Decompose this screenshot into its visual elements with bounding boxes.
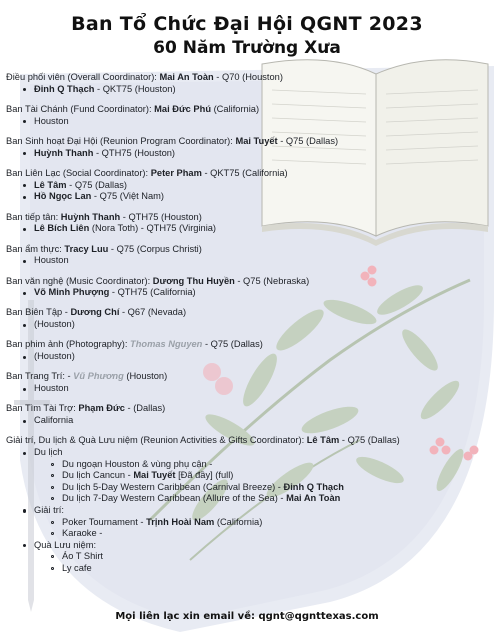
list-item [6,287,490,299]
item-text: Du lịch 7-Day Western Caribbean (Allure of the Sea) - [62,493,287,504]
coordinator-name: Mai Đức Phú [154,103,211,114]
committee-list [6,72,490,583]
coordinator-detail: - Q75 (Corpus Christi) [108,243,202,254]
section-label: Giải trí, Du lịch & Quà Lưu niệm (Reunion Activities & Gifts Coordinator): [6,435,307,446]
list-item: Du ngoạn Houston & vùng phụ cận - [6,459,490,471]
section-label: Điều phối viên (Overall Coordinator): [6,72,160,82]
coordinator-name: Thomas Nguyen [130,339,203,350]
list-item: Áo T Shirt [6,551,490,563]
member-name: Lê Bích Liên [34,223,90,234]
group-entertainment: Giải trí: [6,505,490,517]
item-text: Poker Tournament - [62,516,147,527]
member-detail: (Nora Toth) - QTH75 (Virginia) [89,223,217,234]
member-name: Võ Minh Phượng [34,287,110,298]
list-item [6,482,490,494]
section-music [6,276,490,299]
section-label: Ban Tìm Tài Trợ: [6,403,79,414]
section-decoration [6,371,490,394]
coordinator-name: Dương Chí [70,307,120,318]
list-item: Houston [6,255,490,267]
coordinator-name: Peter Pham [150,167,202,178]
section-activities-gifts [6,435,490,574]
coordinator-detail: - Q70 (Houston) [213,72,283,82]
member-name: Hồ Ngọc Lan [34,191,92,202]
section-label: Ban văn nghệ (Music Coordinator): [6,275,153,286]
member-detail: - QKT75 (Houston) [94,83,176,94]
section-photography [6,339,490,362]
section-editorial [6,307,490,330]
section-label: Ban Sinh hoạt Đại Hội (Reunion Program Coordinator): [6,135,236,146]
coordinator-detail: - Q75 (Dallas) [339,435,400,446]
coordinator-detail: - Q67 (Nevada) [119,307,187,318]
list-item: Ly cafe [6,563,490,575]
member-detail: - Q75 (Việt Nam) [91,191,165,202]
member-name: Huỳnh Thanh [34,147,94,158]
coordinator-detail: - (Dallas) [124,403,166,414]
section-reception [6,212,490,235]
coordinator-detail: - QKT75 (California) [201,167,288,178]
coordinator-name: Dương Thu Huyền [152,275,235,286]
list-item [6,470,490,482]
item-text: Du lịch 5-Day Western Caribbean (Carnival Breeze) - [62,481,284,492]
member-name: Mai An Toàn [286,493,341,504]
coordinator-detail: (California) [211,103,260,114]
contact-footer: Mọi liên lạc xin email về: qgnt@qgnttexas.com [115,611,379,622]
list-item: Houston [6,383,490,395]
list-item: Karaoke - [6,528,490,540]
coordinator-name: Lê Tâm [306,435,340,446]
coordinator-name: Mai An Toàn [159,72,214,82]
section-overall-coordinator [6,72,490,95]
section-label: Ban phim ảnh (Photography): [6,339,131,350]
coordinator-detail: - Q75 (Nebraska) [234,275,310,286]
member-detail: - QTH75 (California) [109,287,196,298]
coordinator-name: Vũ Phương [73,371,124,382]
list-item: Houston [6,116,490,128]
section-label: Ban Trang Trí: - [6,371,74,382]
list-item [6,148,490,160]
section-sponsorship [6,403,490,426]
section-fund-coordinator [6,104,490,127]
section-reunion-program [6,136,490,159]
member-name: Mai Tuyết [133,470,176,481]
coordinator-detail: - QTH75 (Houston) [120,211,202,222]
coordinator-name: Huỳnh Thanh [60,211,121,222]
list-item: California [6,415,490,427]
coordinator-detail: - Q75 (Dallas) [202,339,263,350]
coordinator-name: Phạm Đức [78,403,125,414]
coordinator-name: Tracy Luu [64,243,109,254]
list-item: (Houston) [6,351,490,363]
member-name: Trịnh Hoài Nam [146,516,215,527]
list-item [6,517,490,529]
group-travel: Du lịch [6,447,490,459]
coordinator-detail: - Q75 (Dallas) [277,135,339,146]
page-subtitle: 60 Năm Trường Xưa [153,38,341,58]
list-item [6,191,490,203]
page-title: Ban Tổ Chức Đại Hội QGNT 2023 [71,13,423,35]
list-item: (Houston) [6,319,490,331]
group-souvenirs: Quà Lưu niệm: [6,540,490,552]
member-name: Lê Tâm [34,179,67,190]
member-name: Đinh Q Thạch [283,481,344,492]
section-label: Ban Biên Tập - [6,307,71,318]
item-note: [Đã đầy] (full) [175,470,234,481]
list-item [6,84,490,96]
coordinator-name: Mai Tuyết [235,135,278,146]
section-food [6,244,490,267]
section-label: Ban Tài Chánh (Fund Coordinator): [6,103,155,114]
list-item [6,223,490,235]
section-social-coordinator [6,168,490,203]
member-name: Đinh Q Thạch [34,83,95,94]
list-item [6,493,490,505]
item-text: Du lịch Cancun - [62,470,134,481]
member-detail: - Q75 (Dallas) [66,179,128,190]
section-label: Ban ẩm thực: [6,243,65,254]
section-label: Ban Liên Lạc (Social Coordinator): [6,167,151,178]
member-detail: (California) [214,516,263,527]
member-detail: - QTH75 (Houston) [93,147,176,158]
list-item [6,180,490,192]
section-label: Ban tiếp tân: [6,211,61,222]
coordinator-detail: (Houston) [123,371,168,382]
